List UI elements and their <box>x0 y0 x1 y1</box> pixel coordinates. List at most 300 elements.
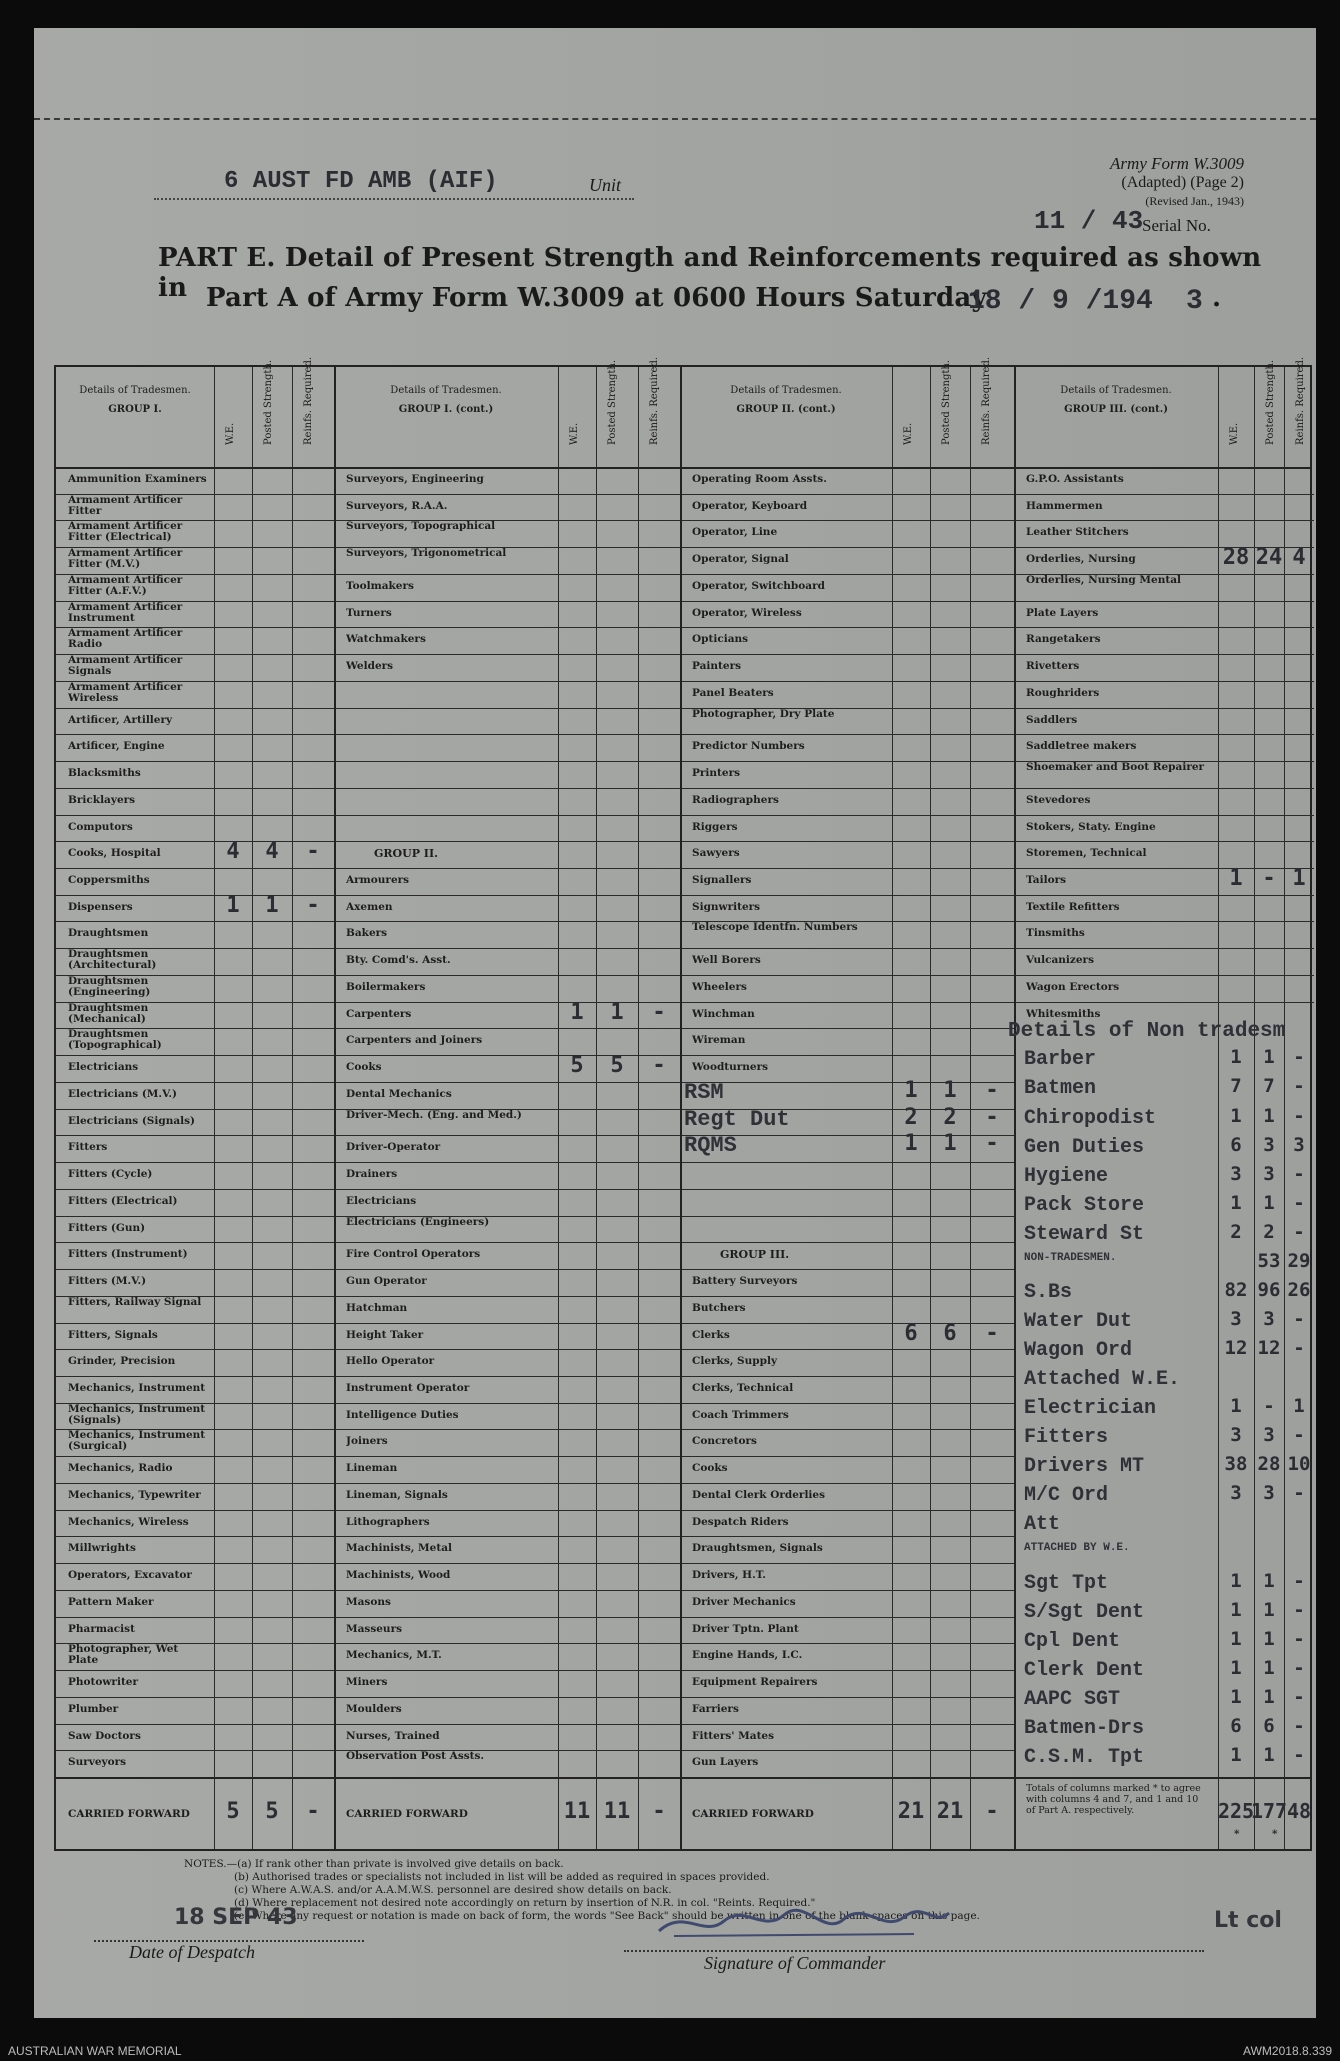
row-label: Fitters (Gun) <box>68 1222 146 1234</box>
row-label: Mechanics, Instrument (Signals) <box>68 1403 206 1426</box>
row-label: Observation Post Assts. <box>346 1751 485 1763</box>
unit-label: Unit <box>589 175 622 195</box>
row-line <box>680 520 1014 521</box>
row-line <box>334 1483 680 1484</box>
note-line: (c) Where A.W.A.S. and/or A.A.M.W.S. personnel are desired show details on back. <box>234 1884 672 1896</box>
row-line <box>680 1670 1014 1671</box>
non-tradesmen-value: - <box>1293 1307 1305 1330</box>
column-line <box>558 367 559 1849</box>
non-tradesmen-value: 28 <box>1257 1453 1281 1476</box>
details-header-text: Details of Tradesmen. <box>1060 385 1172 396</box>
row-line <box>334 1670 680 1671</box>
note-line: (b) Authorised trades or specialists not included in list will be added as required in spaces provided. <box>234 1871 770 1883</box>
row-line <box>334 627 680 628</box>
row-label: Millwrights <box>68 1543 136 1555</box>
row-label: Surveyors, Trigonometrical <box>346 548 507 560</box>
entry-value: 4 <box>1292 545 1306 571</box>
column-line <box>638 367 639 1849</box>
non-tradesmen-value: 2 <box>1230 1220 1242 1243</box>
row-label: Armament Artificer Fitter (A.F.V.) <box>68 574 183 597</box>
non-tradesmen-value: - <box>1293 1482 1305 1505</box>
row-label: Orderlies, Nursing <box>1026 554 1136 566</box>
header-we: W.E. <box>569 422 580 445</box>
non-tradesmen-value: 1 <box>1230 1569 1242 1592</box>
row-label: Mechanics, M.T. <box>346 1650 442 1662</box>
grand-total-value: 177 <box>1250 1799 1288 1823</box>
row-label: Woodturners <box>692 1062 769 1074</box>
form-ref-2: (Adapted) (Page 2) <box>1121 174 1244 191</box>
non-tradesmen-value: 1 <box>1230 1598 1242 1621</box>
row-label: Fitters (M.V.) <box>68 1276 147 1288</box>
row-line <box>680 788 1014 789</box>
row-line <box>334 494 680 495</box>
row-label: Farriers <box>692 1703 739 1715</box>
row-label: Hatchman <box>346 1302 408 1314</box>
entry-label: RQMS <box>684 1133 737 1159</box>
non-tradesmen-value: 1 <box>1230 1685 1242 1708</box>
row-label: Surveyors, Topographical <box>346 521 496 533</box>
row-line <box>334 1590 680 1591</box>
row-line <box>1014 895 1314 896</box>
non-tradesmen-value: - <box>1293 1337 1305 1360</box>
non-tradesmen-label: ATTACHED BY W.E. <box>1024 1542 1130 1555</box>
non-tradesmen-value: 1 <box>1263 1569 1275 1592</box>
total-star: * <box>1272 1829 1278 1840</box>
row-label: G.P.O. Assistants <box>1026 474 1124 485</box>
row-label: Stevedores <box>1026 794 1091 806</box>
entry-value: - <box>985 1104 999 1130</box>
row-line <box>680 1162 1014 1163</box>
row-label: Mechanics, Wireless <box>68 1516 189 1528</box>
entry-value: 5 <box>570 1053 584 1079</box>
row-line <box>334 788 680 789</box>
date-value: 18 / 9 /194 <box>968 286 1153 317</box>
row-label: Well Borers <box>692 955 761 967</box>
row-line <box>334 1536 680 1537</box>
non-tradesmen-value: - <box>1293 1569 1305 1592</box>
details-header-text: Details of Tradesmen. <box>730 385 842 396</box>
row-line <box>680 1429 1014 1430</box>
row-line <box>334 1510 680 1511</box>
entry-value: 1 <box>1229 866 1243 892</box>
group-divider <box>680 367 682 1849</box>
non-tradesmen-value: 1 <box>1230 1656 1242 1679</box>
row-label: Cooks, Hospital <box>68 848 161 860</box>
row-label: Plumber <box>68 1703 119 1715</box>
non-tradesmen-value: 10 <box>1287 1453 1311 1476</box>
non-tradesmen-label: Sgt Tpt <box>1024 1571 1109 1595</box>
row-label: Bty. Comd's. Asst. <box>346 955 451 967</box>
row-label: Storemen, Technical <box>1026 848 1147 860</box>
row-label: Electricians (M.V.) <box>68 1088 178 1100</box>
group-header: GROUP I. <box>108 404 162 415</box>
entry-value: 6 <box>943 1320 957 1346</box>
row-line <box>680 1028 1014 1029</box>
row-line <box>680 601 1014 602</box>
non-tradesmen-value: 3 <box>1263 1133 1275 1156</box>
non-tradesmen-value: 3 <box>1263 1482 1275 1505</box>
row-line <box>680 1002 1014 1003</box>
non-tradesmen-value: 1 <box>1263 1656 1275 1679</box>
row-line <box>334 601 680 602</box>
row-line <box>334 761 680 762</box>
row-label: Boilermakers <box>346 981 426 993</box>
row-label: Masseurs <box>346 1623 403 1635</box>
non-tradesmen-value: 3 <box>1293 1133 1305 1156</box>
carried-forward-label: CARRIED FORWARD <box>346 1809 468 1820</box>
row-line <box>334 868 680 869</box>
row-line <box>680 975 1014 976</box>
non-tradesmen-value: - <box>1293 1162 1305 1185</box>
non-tradesmen-value: 1 <box>1263 1685 1275 1708</box>
signature-line <box>624 1950 1204 1952</box>
row-line <box>680 1269 1014 1270</box>
non-tradesmen-value: 1 <box>1263 1191 1275 1214</box>
row-line <box>334 574 680 575</box>
non-tradesmen-label: S.Bs <box>1024 1280 1073 1304</box>
non-tradesmen-value: 1 <box>1263 1627 1275 1650</box>
row-label: Dental Mechanics <box>346 1088 452 1100</box>
non-tradesmen-value: 1 <box>1230 1046 1242 1069</box>
row-label: Panel Beaters <box>692 687 774 699</box>
non-tradesmen-value: 3 <box>1263 1424 1275 1447</box>
row-line <box>680 1189 1014 1190</box>
non-tradesmen-value: - <box>1293 1075 1305 1098</box>
row-line <box>334 1349 680 1350</box>
row-label: Operator, Wireless <box>692 607 802 619</box>
row-label: Watchmakers <box>346 634 426 646</box>
row-label: Turners <box>346 607 392 619</box>
non-tradesmen-label: Batmen-Drs <box>1024 1716 1145 1740</box>
form-sheet <box>34 28 1316 2018</box>
row-line <box>1014 921 1314 922</box>
row-line <box>680 895 1014 896</box>
entry-value: 1 <box>943 1131 957 1157</box>
carried-forward-value: 11 <box>563 1799 591 1824</box>
row-line <box>680 1216 1014 1217</box>
row-line <box>334 1323 680 1324</box>
totals-note: Totals of columns marked * to agree with columns 4 and 7, and 1 and 10 of Part A. respectively. <box>1026 1783 1201 1816</box>
header-posted: Posted Strength. <box>941 359 952 445</box>
row-label: GROUP III. <box>720 1249 790 1261</box>
row-line <box>1014 654 1314 655</box>
despatch-label: Date of Despatch <box>129 1942 255 1962</box>
row-line <box>1014 841 1314 842</box>
row-label: Armament Artificer Fitter (Electrical) <box>68 521 183 544</box>
row-line <box>680 868 1014 869</box>
row-label: Mechanics, Radio <box>68 1463 173 1475</box>
row-line <box>680 734 1014 735</box>
entry-value: 2 <box>904 1104 918 1130</box>
row-label: Wagon Erectors <box>1026 981 1120 993</box>
non-tradesmen-heading: Details of Non tradesm <box>1008 1020 1286 1044</box>
row-label: Intelligence Duties <box>346 1409 459 1421</box>
row-label: Dental Clerk Orderlies <box>692 1489 826 1501</box>
row-label: Vulcanizers <box>1026 955 1095 967</box>
non-tradesmen-value: 6 <box>1230 1133 1242 1156</box>
row-line <box>680 1242 1014 1243</box>
row-label: Lithographers <box>346 1516 430 1528</box>
header-posted: Posted Strength. <box>607 359 618 445</box>
row-label: Artificer, Engine <box>68 741 165 753</box>
unit-value: 6 AUST FD AMB (AIF) <box>224 168 498 195</box>
non-tradesmen-label: S/Sgt Dent <box>1024 1600 1145 1624</box>
non-tradesmen-value: - <box>1293 1424 1305 1447</box>
row-line <box>680 654 1014 655</box>
row-label: Fitters (Cycle) <box>68 1169 153 1181</box>
non-tradesmen-label: Cpl Dent <box>1024 1629 1121 1653</box>
row-label: Machinists, Wood <box>346 1570 451 1582</box>
non-tradesmen-value: 12 <box>1224 1337 1248 1360</box>
non-tradesmen-value: 6 <box>1230 1714 1242 1737</box>
row-label: Gun Operator <box>346 1276 427 1288</box>
row-label: Miners <box>346 1677 388 1689</box>
row-label: Telescope Identfn. Numbers <box>692 922 858 934</box>
row-line <box>680 1724 1014 1725</box>
row-label: Whitesmiths <box>1026 1008 1101 1020</box>
row-label: Concretors <box>692 1436 757 1448</box>
non-tradesmen-value: 96 <box>1257 1278 1281 1301</box>
details-header-text: Details of Tradesmen. <box>79 385 191 396</box>
row-label: Welders <box>346 661 394 673</box>
non-tradesmen-value: 1 <box>1230 1395 1242 1418</box>
row-line <box>680 1750 1014 1751</box>
row-line <box>680 1456 1014 1457</box>
row-label: Opticians <box>692 634 749 646</box>
header-rule <box>56 467 1310 469</box>
entry-label: Regt Dut <box>684 1106 790 1132</box>
non-tradesmen-label: C.S.M. Tpt <box>1024 1745 1145 1769</box>
row-line <box>680 1510 1014 1511</box>
row-label: Wheelers <box>692 981 747 993</box>
row-label: Tinsmiths <box>1026 928 1085 940</box>
non-tradesmen-value: 2 <box>1263 1220 1275 1243</box>
non-tradesmen-value: 1 <box>1230 1627 1242 1650</box>
row-line <box>334 895 680 896</box>
group-divider <box>1014 367 1016 1849</box>
row-line <box>680 1617 1014 1618</box>
row-line <box>334 1403 680 1404</box>
row-label: Operator, Keyboard <box>692 500 808 512</box>
row-label: Masons <box>346 1596 391 1608</box>
carried-forward-label: CARRIED FORWARD <box>68 1809 190 1820</box>
header-posted: Posted Strength. <box>1265 359 1276 445</box>
non-tradesmen-value: - <box>1293 1743 1305 1766</box>
row-label: Fitters (Electrical) <box>68 1195 178 1207</box>
carried-forward-value: 5 <box>265 1799 279 1824</box>
row-label: Operator, Line <box>692 527 778 539</box>
non-tradesmen-value: 3 <box>1230 1162 1242 1185</box>
row-label: Draughtsmen, Signals <box>692 1543 823 1555</box>
non-tradesmen-value: - <box>1293 1046 1305 1069</box>
non-tradesmen-label: Electrician <box>1024 1397 1157 1421</box>
row-label: Grinder, Precision <box>68 1356 176 1368</box>
footer-right: AWM2018.8.339 <box>1243 2044 1332 2058</box>
row-label: Stokers, Staty. Engine <box>1026 821 1156 833</box>
non-tradesmen-value: 3 <box>1230 1307 1242 1330</box>
row-line <box>334 948 680 949</box>
row-label: Roughriders <box>1026 687 1100 699</box>
non-tradesmen-label: AAPC SGT <box>1024 1687 1121 1711</box>
row-label: Gun Layers <box>692 1757 759 1769</box>
row-label: Fitters' Mates <box>692 1730 775 1742</box>
row-label: Winchman <box>692 1008 755 1020</box>
row-label: Shoemaker and Boot Repairer <box>1026 762 1205 774</box>
row-label: Draughtsmen <box>68 928 149 940</box>
row-label: Pharmacist <box>68 1623 135 1635</box>
serial-label: Serial No. <box>1142 216 1211 235</box>
row-label: Draughtsmen (Engineering) <box>68 975 151 998</box>
carried-forward-value: 11 <box>603 1799 631 1824</box>
row-label: Mechanics, Instrument (Surgical) <box>68 1430 206 1453</box>
grand-total-value: 225 <box>1217 1799 1255 1823</box>
row-label: Armament Artificer Wireless <box>68 681 183 704</box>
non-tradesmen-label: Fitters <box>1024 1426 1109 1450</box>
non-tradesmen-label: Gen Duties <box>1024 1135 1145 1159</box>
row-label: Mechanics, Typewriter <box>68 1489 201 1501</box>
signature-label: Signature of Commander <box>704 1953 886 1973</box>
non-tradesmen-value: 1 <box>1263 1104 1275 1127</box>
non-tradesmen-value: 82 <box>1224 1278 1248 1301</box>
non-tradesmen-value: - <box>1293 1714 1305 1737</box>
non-tradesmen-label: Clerk Dent <box>1024 1658 1145 1682</box>
row-label: Driver Tptn. Plant <box>692 1623 799 1635</box>
title-line-2: Part A of Army Form W.3009 at 0600 Hours Saturday <box>206 283 987 313</box>
row-line <box>680 948 1014 949</box>
non-tradesmen-label: NON-TRADESMEN. <box>1024 1251 1117 1264</box>
carried-forward-value: - <box>985 1799 999 1824</box>
non-tradesmen-value: 3 <box>1230 1482 1242 1505</box>
row-label: Cooks <box>346 1062 382 1074</box>
row-label: Orderlies, Nursing Mental <box>1026 574 1181 586</box>
row-label: Tailors <box>1026 875 1067 887</box>
non-tradesmen-label: Att <box>1024 1513 1061 1537</box>
row-label: Wireman <box>692 1035 746 1047</box>
row-label: Drainers <box>346 1169 398 1181</box>
row-label: Painters <box>692 661 742 673</box>
row-label: Lineman <box>346 1463 398 1475</box>
row-label: Fire Control Operators <box>346 1249 481 1261</box>
header-we: W.E. <box>903 422 914 445</box>
row-line <box>1014 788 1314 789</box>
row-line <box>334 1082 680 1083</box>
entry-value: - <box>985 1131 999 1157</box>
row-line <box>334 708 680 709</box>
column-line <box>252 367 253 1849</box>
row-label: Armament Artificer Fitter <box>68 494 183 517</box>
note-line: (e) Where any request or notation is made on back of form, the words "See Back" should be written in one of the blank spaces on this page. <box>234 1910 980 1922</box>
row-label: Bricklayers <box>68 794 136 806</box>
row-line <box>680 1590 1014 1591</box>
row-label: Operating Room Assts. <box>692 474 827 485</box>
row-label: Draughtsmen (Architectural) <box>68 949 157 972</box>
row-line <box>334 1617 680 1618</box>
form-ref-1: Army Form W.3009 <box>1110 154 1244 173</box>
header-reinfs: Reinfs. Required. <box>981 356 992 445</box>
entry-value: - <box>1262 866 1276 892</box>
non-tradesmen-label: Batmen <box>1024 1077 1097 1101</box>
row-line <box>680 627 1014 628</box>
non-tradesmen-label: Hygiene <box>1024 1164 1109 1188</box>
row-label: Nurses, Trained <box>346 1730 440 1742</box>
entry-value: 1 <box>904 1077 918 1103</box>
row-label: Joiners <box>346 1436 388 1448</box>
non-tradesmen-label: Pack Store <box>1024 1193 1145 1217</box>
row-label: Engine Hands, I.C. <box>692 1650 803 1662</box>
row-line <box>334 1563 680 1564</box>
row-label: Fitters <box>68 1142 108 1154</box>
row-label: Electricians <box>346 1195 417 1207</box>
row-label: Fitters, Railway Signal <box>68 1296 202 1308</box>
row-label: Coach Trimmers <box>692 1409 789 1421</box>
row-label: Operator, Signal <box>692 554 789 566</box>
row-line <box>334 654 680 655</box>
non-tradesmen-value: - <box>1293 1656 1305 1679</box>
row-label: Operator, Switchboard <box>692 580 825 592</box>
entry-value: 28 <box>1222 545 1250 571</box>
non-tradesmen-value: 3 <box>1230 1424 1242 1447</box>
row-line <box>680 1349 1014 1350</box>
header-reinfs: Reinfs. Required. <box>1295 356 1306 445</box>
row-label: Ammunition Examiners <box>68 474 207 485</box>
row-label: Predictor Numbers <box>692 741 805 753</box>
row-label: Photowriter <box>68 1677 139 1689</box>
row-label: Radiographers <box>692 794 779 806</box>
grand-total-value: 48 <box>1286 1799 1312 1823</box>
entry-value: - <box>306 839 320 865</box>
row-line <box>680 681 1014 682</box>
row-label: Armament Artificer Signals <box>68 655 183 678</box>
carried-forward-value: 21 <box>936 1799 964 1824</box>
row-label: Armament Artificer Radio <box>68 628 183 651</box>
non-tradesmen-value: 1 <box>1263 1598 1275 1621</box>
row-label: GROUP II. <box>374 848 438 860</box>
row-label: Rangetakers <box>1026 634 1101 646</box>
row-line <box>680 1563 1014 1564</box>
group-header: GROUP II. (cont.) <box>736 404 836 415</box>
entry-label: RSM <box>684 1079 724 1105</box>
row-label: Moulders <box>346 1703 402 1715</box>
header-posted: Posted Strength. <box>263 359 274 445</box>
row-line <box>1014 815 1314 816</box>
entry-value: 1 <box>904 1131 918 1157</box>
row-line <box>334 734 680 735</box>
row-label: Blacksmiths <box>68 768 141 780</box>
group-header: GROUP I. (cont.) <box>398 404 494 415</box>
row-line <box>1014 948 1314 949</box>
row-line <box>1014 975 1314 976</box>
row-line <box>680 1403 1014 1404</box>
entry-value: 1 <box>610 999 624 1025</box>
row-label: Toolmakers <box>346 580 414 592</box>
row-line <box>334 975 680 976</box>
row-label: Drivers, H.T. <box>692 1570 766 1582</box>
non-tradesmen-value: - <box>1293 1598 1305 1621</box>
row-line <box>1014 627 1314 628</box>
row-label: Armament Artificer Fitter (M.V.) <box>68 548 183 571</box>
non-tradesmen-value: 1 <box>1230 1104 1242 1127</box>
row-label: Dispensers <box>68 901 133 913</box>
entry-value: 1 <box>226 892 240 918</box>
row-label: Draughtsmen (Topographical) <box>68 1029 162 1052</box>
non-tradesmen-label: Water Dut <box>1024 1309 1133 1333</box>
column-line <box>292 367 293 1849</box>
column-line <box>214 367 215 1849</box>
row-line <box>680 1055 1014 1056</box>
row-label: Photographer, Dry Plate <box>692 708 835 720</box>
row-line <box>334 1724 680 1725</box>
entry-value: - <box>985 1320 999 1346</box>
